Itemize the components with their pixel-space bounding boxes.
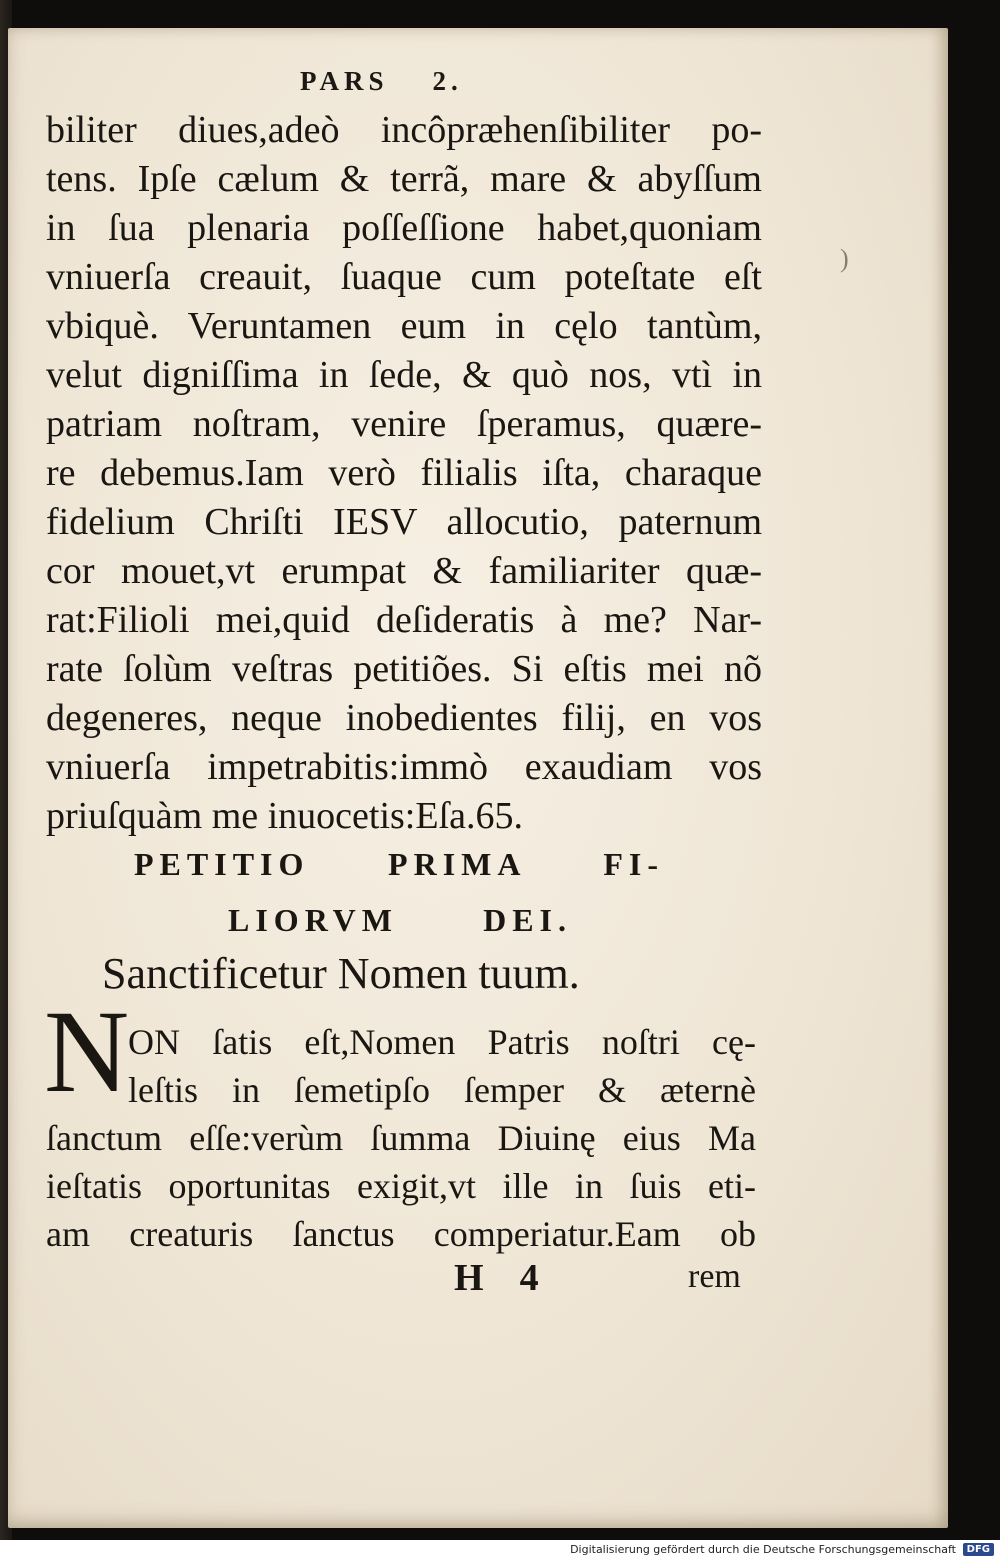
text-line: ieſtatis oportunitas exigit,vt ille in ſuis eti- bbox=[46, 1166, 756, 1206]
running-head-number: 2. bbox=[432, 66, 463, 96]
paragraph-2 bbox=[46, 1018, 756, 1258]
drop-cap: N bbox=[44, 986, 130, 1117]
text-line: in ſua plenaria poſſeſſione habet,quoniam bbox=[46, 207, 762, 249]
text-line: vniuerſa creauit, ſuaque cum poteſtate eſt bbox=[46, 256, 762, 298]
petition-title: Sanctificetur Nomen tuum. bbox=[102, 949, 580, 998]
text-line: ON ſatis eſt,Nomen Patris noſtri cę- bbox=[128, 1022, 756, 1062]
margin-mark: ) bbox=[840, 244, 849, 273]
text-line: vbiquè. Veruntamen eum in cęlo tantùm, bbox=[46, 305, 762, 347]
text-line: ſanctum eſſe:verùm ſumma Diuinę eius Ma bbox=[46, 1118, 756, 1158]
section-heading-line-1: PETITIO PRIMA FI- bbox=[134, 846, 664, 882]
text-line: re debemus.Iam verò filialis iſta, charaque bbox=[46, 452, 762, 494]
signature-mark bbox=[454, 1256, 575, 1300]
text-line: cor mouet,vt erumpat & familiariter quæ- bbox=[46, 550, 762, 592]
catchword: rem bbox=[688, 1258, 741, 1295]
running-head-pars: PARS bbox=[300, 66, 389, 96]
text-line: leſtis in ſemetipſo ſemper & æternè bbox=[128, 1070, 756, 1110]
paragraph-1 bbox=[46, 106, 762, 841]
signature-number: 4 bbox=[519, 1257, 539, 1299]
signature-letter: H bbox=[454, 1257, 484, 1299]
text-line: patriam noſtram, venire ſperamus, quære- bbox=[46, 403, 762, 445]
text-line: biliter diues,adeò incôpræhenſibiliter po- bbox=[46, 109, 762, 151]
text-line: fidelium Chriſti IESV allocutio, paternum bbox=[46, 501, 762, 543]
text-line: rat:Filioli mei,quid deſideratis à me? Nar- bbox=[46, 599, 762, 641]
text-line: degeneres, neque inobedientes filij, en vos bbox=[46, 697, 762, 739]
footer-credit: Digitalisierung gefördert durch die Deutsche Forschungsgemeinschaft bbox=[570, 1543, 956, 1556]
running-head bbox=[300, 66, 507, 97]
text-line: priuſquàm me inuocetis:Eſa.65. bbox=[46, 795, 524, 837]
text-line: am creaturis ſanctus comperiatur.Eam ob bbox=[46, 1214, 756, 1254]
text-line: vniuerſa impetrabitis:immò exaudiam vos bbox=[46, 746, 762, 788]
section-heading-line-2: LIORVM DEI. bbox=[228, 902, 572, 938]
dfg-logo: DFG bbox=[963, 1543, 994, 1556]
text-line: velut digniſſima in ſede, & quò nos, vtì in bbox=[46, 354, 762, 396]
text-line: tens. Ipſe cælum & terrã, mare & abyſſum bbox=[46, 158, 762, 200]
text-line: rate ſolùm veſtras petitiões. Si eſtis mei nõ bbox=[46, 648, 762, 690]
